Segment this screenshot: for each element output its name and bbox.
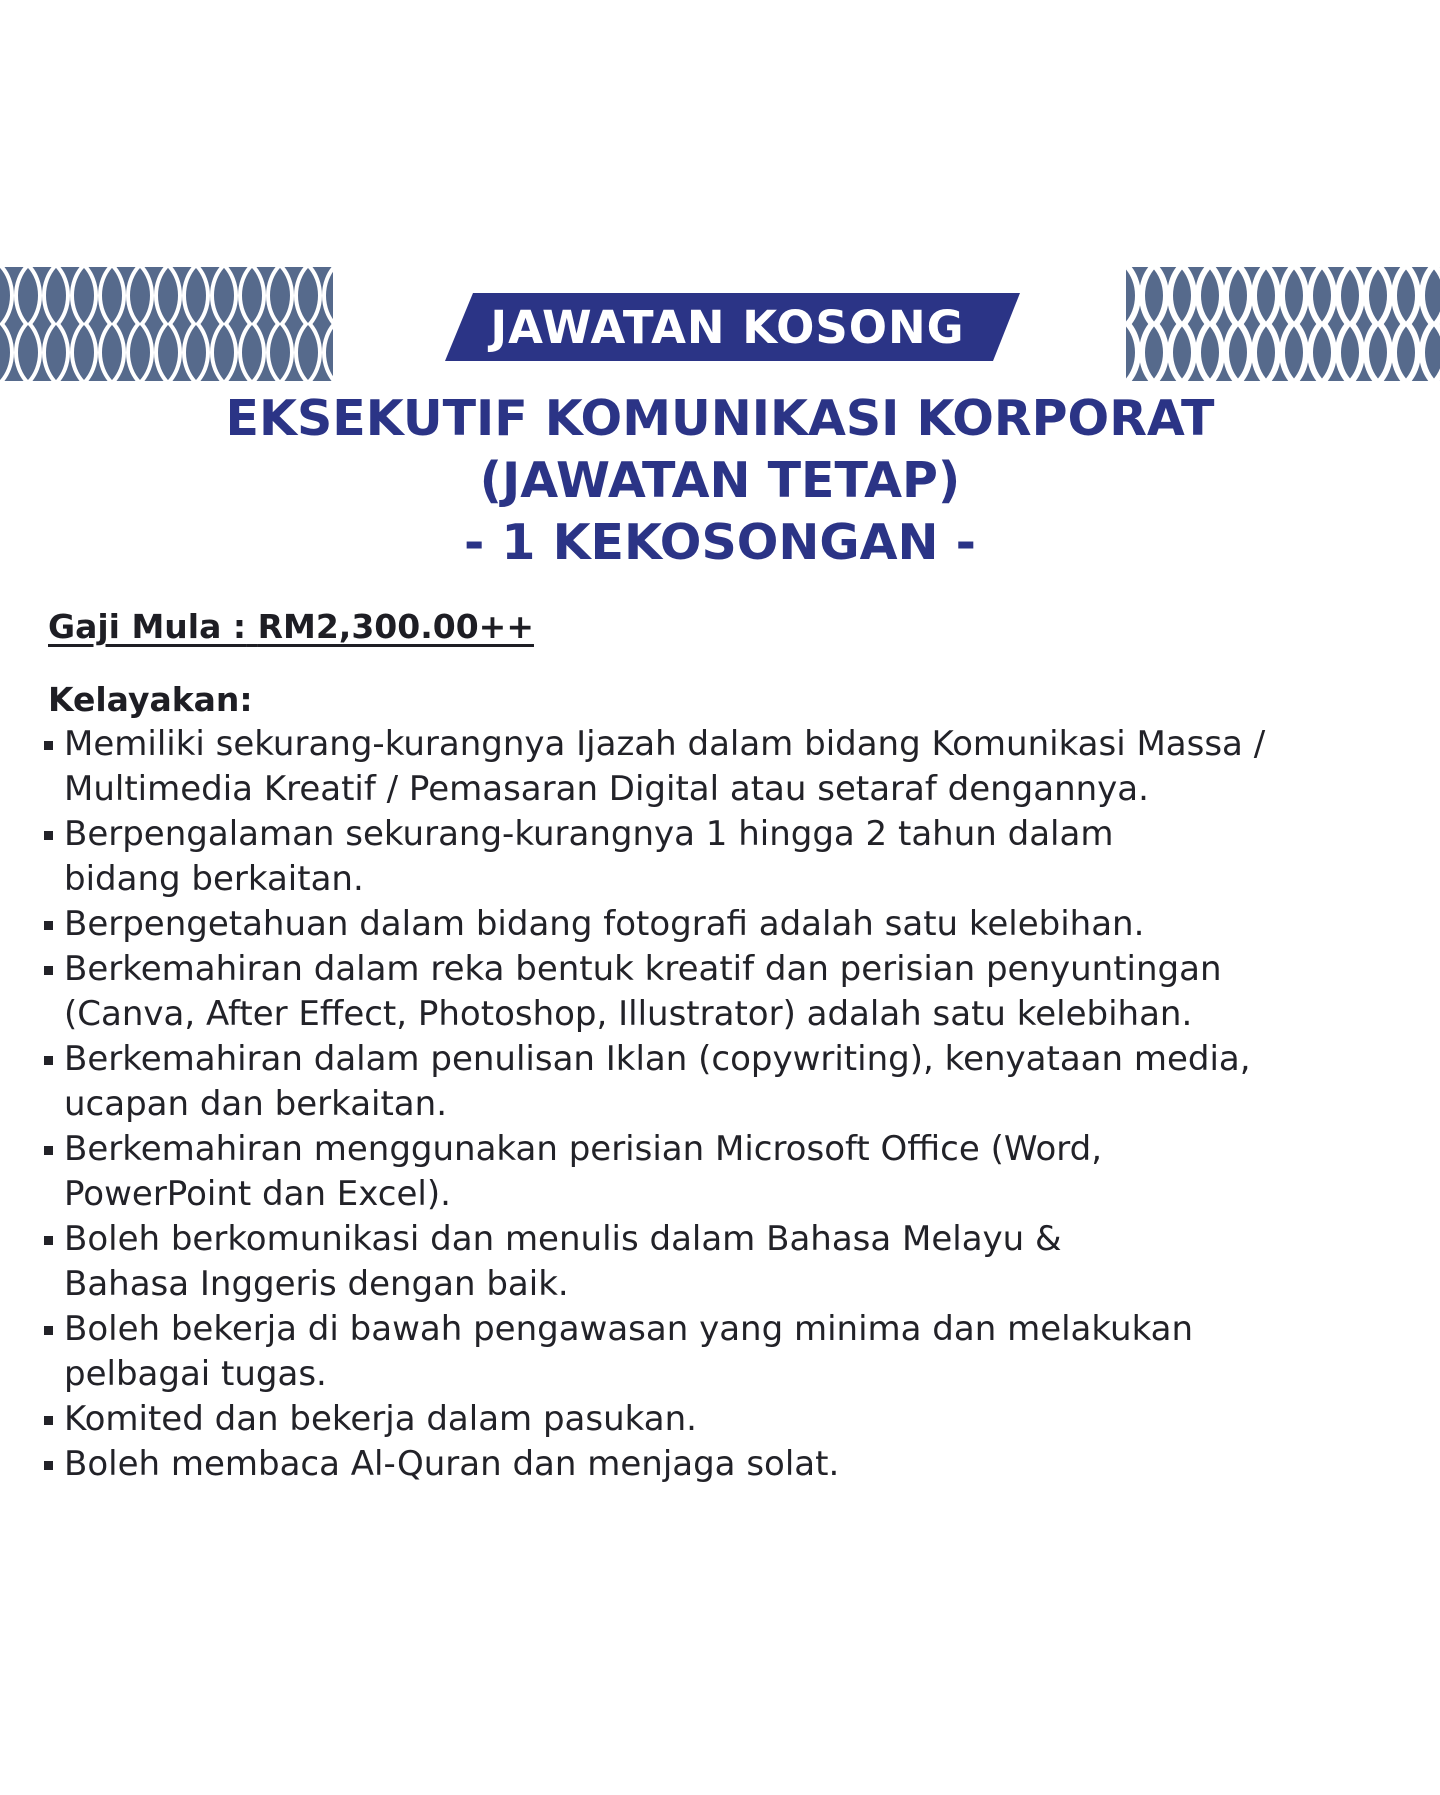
- list-item: [40, 1442, 1400, 1487]
- bullet-icon: [44, 831, 53, 840]
- list-item-text: (Canva, After Effect, Photoshop, Illustrator) adalah satu kelebihan.: [64, 994, 1193, 1034]
- bullet-icon: [44, 1326, 53, 1335]
- list-item: [40, 722, 1400, 812]
- decorative-pattern-left: [0, 267, 333, 381]
- list-item-text: Boleh bekerja di bawah pengawasan yang minima dan melakukan: [64, 1309, 1194, 1349]
- job-title: [0, 388, 1440, 574]
- bullet-icon: [44, 921, 53, 930]
- list-item: [40, 1397, 1400, 1442]
- list-item: [40, 1307, 1400, 1397]
- list-item: [40, 1217, 1400, 1307]
- list-item-text: Berkemahiran dalam penulisan Iklan (copywriting), kenyataan media,: [64, 1039, 1251, 1079]
- list-item: [40, 1127, 1400, 1217]
- list-item-text: ucapan dan berkaitan.: [64, 1084, 447, 1124]
- list-item-text: PowerPoint dan Excel).: [64, 1174, 451, 1214]
- vacancy-badge-label: JAWATAN KOSONG: [490, 300, 965, 354]
- job-type-line: (JAWATAN TETAP): [479, 452, 961, 509]
- list-item-text: pelbagai tugas.: [64, 1354, 327, 1394]
- list-item-text: Bahasa Inggeris dengan baik.: [64, 1264, 569, 1304]
- list-item-text: Multimedia Kreatif / Pemasaran Digital atau setaraf dengannya.: [64, 769, 1149, 809]
- list-item: [40, 902, 1400, 947]
- decorative-pattern-right: [1126, 267, 1440, 381]
- vacancy-count-line: - 1 KEKOSONGAN -: [464, 514, 976, 571]
- list-item-text: Berpengetahuan dalam bidang fotografi adalah satu kelebihan.: [64, 904, 1145, 944]
- bullet-icon: [44, 1056, 53, 1065]
- starting-salary: [48, 607, 534, 646]
- bullet-icon: [44, 1146, 53, 1155]
- bullet-icon: [44, 741, 53, 750]
- bullet-icon: [44, 966, 53, 975]
- salary-value: RM2,300.00++: [257, 607, 534, 646]
- vacancy-badge: [445, 293, 1020, 361]
- list-item-text: Berkemahiran dalam reka bentuk kreatif dan perisian penyuntingan: [64, 949, 1222, 989]
- list-item-text: Boleh membaca Al-Quran dan menjaga solat.: [64, 1444, 840, 1484]
- job-title-line: EKSEKUTIF KOMUNIKASI KORPORAT: [225, 390, 1215, 447]
- list-item-text: Boleh berkomunikasi dan menulis dalam Bahasa Melayu &: [64, 1219, 1062, 1259]
- list-item-text: bidang berkaitan.: [64, 859, 364, 899]
- list-item-text: Berpengalaman sekurang-kurangnya 1 hingga 2 tahun dalam: [64, 814, 1114, 854]
- list-item: [40, 1037, 1400, 1127]
- bullet-icon: [44, 1236, 53, 1245]
- list-item-text: Komited dan bekerja dalam pasukan.: [64, 1399, 697, 1439]
- list-item-text: Memiliki sekurang-kurangnya Ijazah dalam bidang Komunikasi Massa /: [64, 724, 1266, 764]
- list-item: [40, 947, 1400, 1037]
- qualifications-list: [40, 722, 1400, 1487]
- list-item: [40, 812, 1400, 902]
- bullet-icon: [44, 1461, 53, 1470]
- bullet-icon: [44, 1416, 53, 1425]
- qualifications-heading: Kelayakan:: [48, 680, 253, 719]
- list-item-text: Berkemahiran menggunakan perisian Microsoft Office (Word,: [64, 1129, 1103, 1169]
- salary-label: Gaji Mula :: [48, 607, 247, 646]
